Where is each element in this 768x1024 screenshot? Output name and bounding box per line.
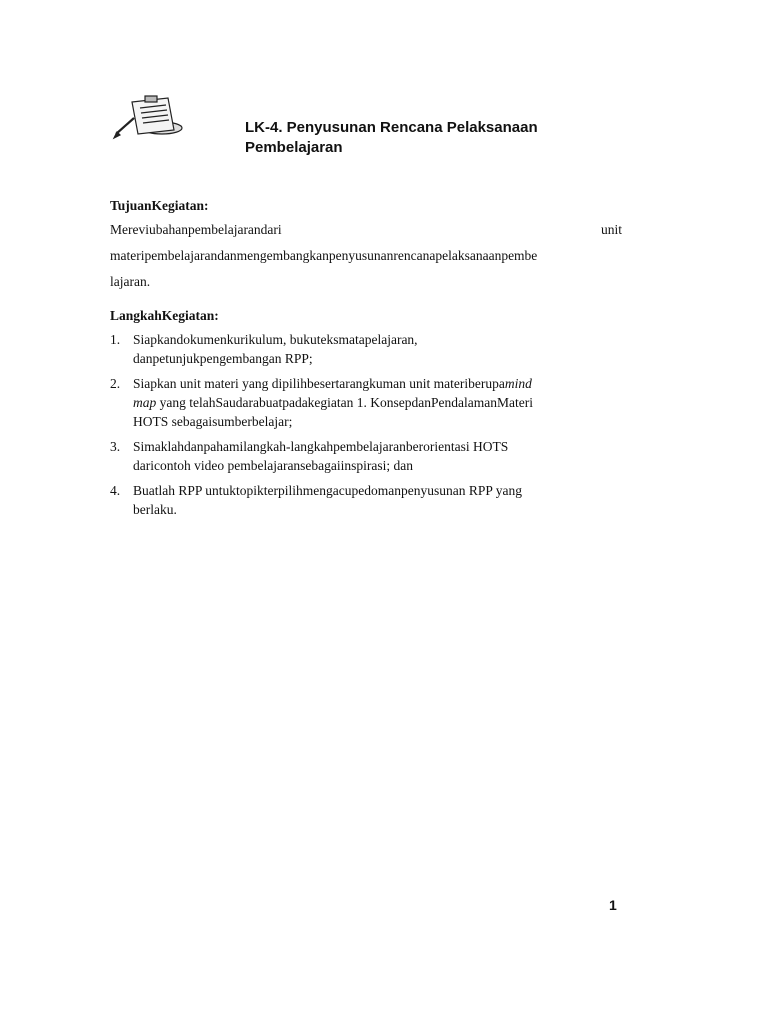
steps-list [110,330,622,525]
tujuan-heading: TujuanKegiatan: [110,198,209,213]
step-line: Siapkandokumenkurikulum, bukuteksmatapelajaran, [133,332,418,347]
page-title [245,118,645,158]
tujuan-line-1-left: Mereviubahanpembelajarandari [110,222,282,237]
list-item [110,330,622,368]
title-line-2: Pembelajaran [245,139,343,156]
list-item [110,481,622,519]
langkah-heading: LangkahKegiatan: [110,308,219,323]
clipboard-with-pen-icon [112,94,186,140]
list-item [110,374,622,431]
step-number: 3. [110,439,121,454]
step-text: yang telahSaudarabuatpadakegiatan 1. KonsepdanPendalamanMateri [156,395,533,410]
page-number: 1 [609,897,617,913]
tujuan-line-1 [110,217,622,243]
tujuan-line-1-right: unit [600,222,622,237]
step-italic-text: map [133,395,157,410]
step-line: danpetunjukpengembangan RPP; [133,351,313,366]
step-line: daricontoh video pembelajaransebagaiinspirasi; dan [133,458,414,473]
step-italic-text: mind [504,376,532,391]
tujuan-line-2: materipembelajarandanmengembangkanpenyusunanrencanapelaksanaanpembe [110,248,538,263]
step-number: 1. [110,332,121,347]
step-number: 2. [110,376,121,391]
step-line: HOTS sebagaisumberbelajar; [133,414,293,429]
title-line-1: LK-4. Penyusunan Rencana Pelaksanaan [245,119,538,136]
step-line: Simaklahdanpahamilangkah-langkahpembelajaranberorientasi HOTS [133,439,509,454]
step-line [133,374,622,393]
tujuan-line-3: lajaran. [110,274,151,289]
step-number: 4. [110,483,121,498]
list-item [110,437,622,475]
step-text: Siapkan unit materi yang dipilihbesertarangkuman unit materiberupa [133,376,505,391]
step-line: Buatlah RPP untuktopikterpilihmengacupedomanpenyusunan RPP yang [133,483,522,498]
step-line: berlaku. [133,502,177,517]
step-line [133,393,622,412]
